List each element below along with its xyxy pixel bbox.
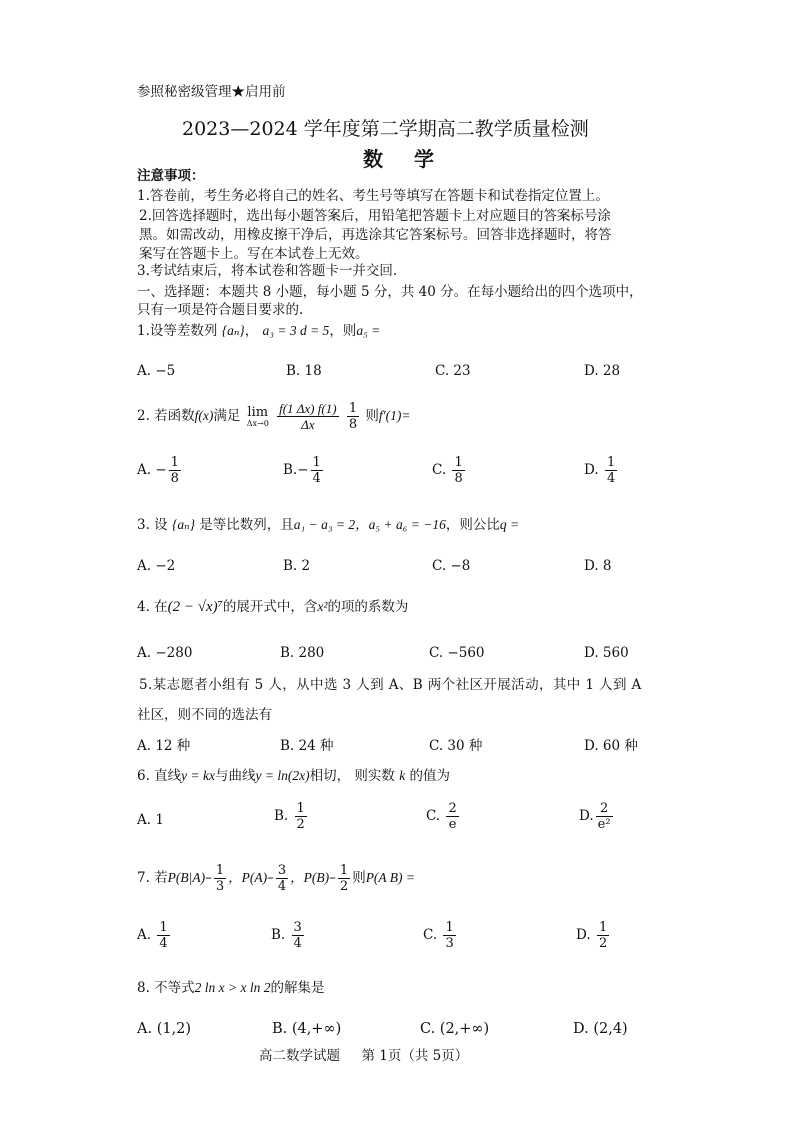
- exam-title: 2023—2024 学年度第二学期高二教学质量检测: [182, 118, 589, 140]
- question-8-option-c: C. (2,+∞): [420, 1021, 490, 1037]
- note-2a: 2.回答选择题时，选出每小题答案后，用铅笔把答题卡上对应题目的答案标号涂: [139, 208, 611, 224]
- question-1-stem: 1.设等差数列 {aₙ}， a₃ = 3 d = 5，则a₅ =: [137, 323, 381, 339]
- question-2-option-a: A. − $\frac{1}{8}$: [137, 455, 179, 486]
- note-2b: 黑。如需改动，用橡皮擦干净后，再选涂其它答案标号。回答非选择题时，将答: [139, 227, 612, 243]
- question-1-option-d: D. 28: [584, 363, 621, 379]
- question-1-option-b: B. 18: [286, 363, 322, 379]
- question-4-option-a: A. −280: [137, 645, 193, 661]
- question-5-option-d: D. 60 种: [584, 738, 638, 754]
- question-2-option-b: B.− $\frac{1}{4}$: [283, 455, 321, 486]
- question-2-option-c: C. $\frac{1}{8}$: [432, 455, 463, 486]
- question-8-option-b: B. (4,+∞): [272, 1021, 342, 1037]
- question-2-option-d: D. $\frac{1}{4}$: [584, 455, 616, 486]
- question-4-option-c: C. −560: [429, 645, 485, 661]
- difference-quotient: $\frac{f(1 \Delta x) f(1)}{\Delta x}$: [279, 401, 337, 432]
- question-3-option-b: B. 2: [283, 558, 311, 574]
- limit-symbol: lim Δx→0: [246, 405, 269, 428]
- question-8-option-d: D. (2,4): [573, 1021, 628, 1037]
- section-1-line-2: 只有一项是符合题目要求的.: [137, 302, 304, 318]
- question-3-option-a: A. −2: [137, 558, 176, 574]
- question-5-option-c: C. 30 种: [429, 738, 483, 754]
- question-4-option-d: D. 560: [584, 645, 629, 661]
- question-5-line-1: 5.某志愿者小组有 5 人，从中选 3 人到 A、B 两个社区开展活动，其中 1 人到 A: [139, 677, 642, 693]
- question-7-stem: 7. 若P(B|A)– $\frac{1}{3}$ ，P(A)– $\frac{3}{4}$ ，P(B)– $\frac{1}{2}$ 则P(A B) =: [137, 863, 416, 894]
- question-7-option-c: C. $\frac{1}{3}$: [423, 920, 454, 951]
- question-6-option-b: B. $\frac{1}{2}$: [274, 801, 305, 832]
- question-3-option-c: C. −8: [432, 558, 471, 574]
- question-8-option-a: A. (1,2): [137, 1021, 192, 1037]
- note-3: 3.考试结束后，将本试卷和答题卡一并交回.: [137, 263, 398, 279]
- page-footer: 高二数学试题 第 1页（共 5页）: [259, 1048, 469, 1064]
- question-7-option-d: D. $\frac{1}{2}$: [576, 920, 608, 951]
- question-7-option-a: A. $\frac{1}{4}$: [137, 920, 168, 951]
- note-1: 1.答卷前，考生务必将自己的姓名、考生号等填写在答题卡和试卷指定位置上。: [137, 188, 609, 204]
- question-2-stem: 2. 若函数f(x)满足 lim Δx→0 $\frac{f(1 \Delta x) f(1)}{\Delta x}$ $\frac{1}{8}$ 则f′(1)=: [137, 401, 411, 432]
- question-6-option-d: D. $\frac{2}{\text{e²}}$: [579, 801, 611, 832]
- exam-subject: 数 学: [363, 147, 446, 171]
- section-1-line-1: 一、选择题：本题共 8 小题，每小题 5 分，共 40 分。在每小题给出的四个选项中，: [137, 284, 643, 300]
- question-4-stem: 4. 在(2 − √x)⁷的展开式中，含x²的项的系数为: [137, 599, 409, 615]
- question-1-option-c: C. 23: [435, 363, 471, 379]
- question-1-option-a: A. −5: [137, 363, 176, 379]
- question-5-line-2: 社区，则不同的选法有: [137, 707, 272, 723]
- note-2c: 案写在答题卡上。写在本试卷上无效。: [139, 246, 369, 262]
- question-5-option-b: B. 24 种: [280, 738, 334, 754]
- question-4-option-b: B. 280: [280, 645, 325, 661]
- question-6-option-c: C. $\frac{2}{e}$: [426, 801, 457, 832]
- question-3-stem: 3. 设 {aₙ} 是等比数列，且a₁ − a₃ = 2，a₅ + a₆ = −16，则公比q =: [137, 517, 520, 533]
- question-5-option-a: A. 12 种: [137, 738, 191, 754]
- confidentiality-mark: 参照秘密级管理★启用前: [137, 84, 286, 100]
- question-8-stem: 8. 不等式2 ln x > x ln 2的解集是: [137, 980, 325, 996]
- notes-heading: 注意事项：: [137, 168, 205, 184]
- question-6-stem: 6. 直线y = kx与曲线y = ln(2x)相切， 则实数 k 的值为: [137, 768, 450, 784]
- question-7-option-b: B. $\frac{3}{4}$: [271, 920, 302, 951]
- question-6-option-a: A. 1: [137, 812, 164, 828]
- question-3-option-d: D. 8: [584, 558, 612, 574]
